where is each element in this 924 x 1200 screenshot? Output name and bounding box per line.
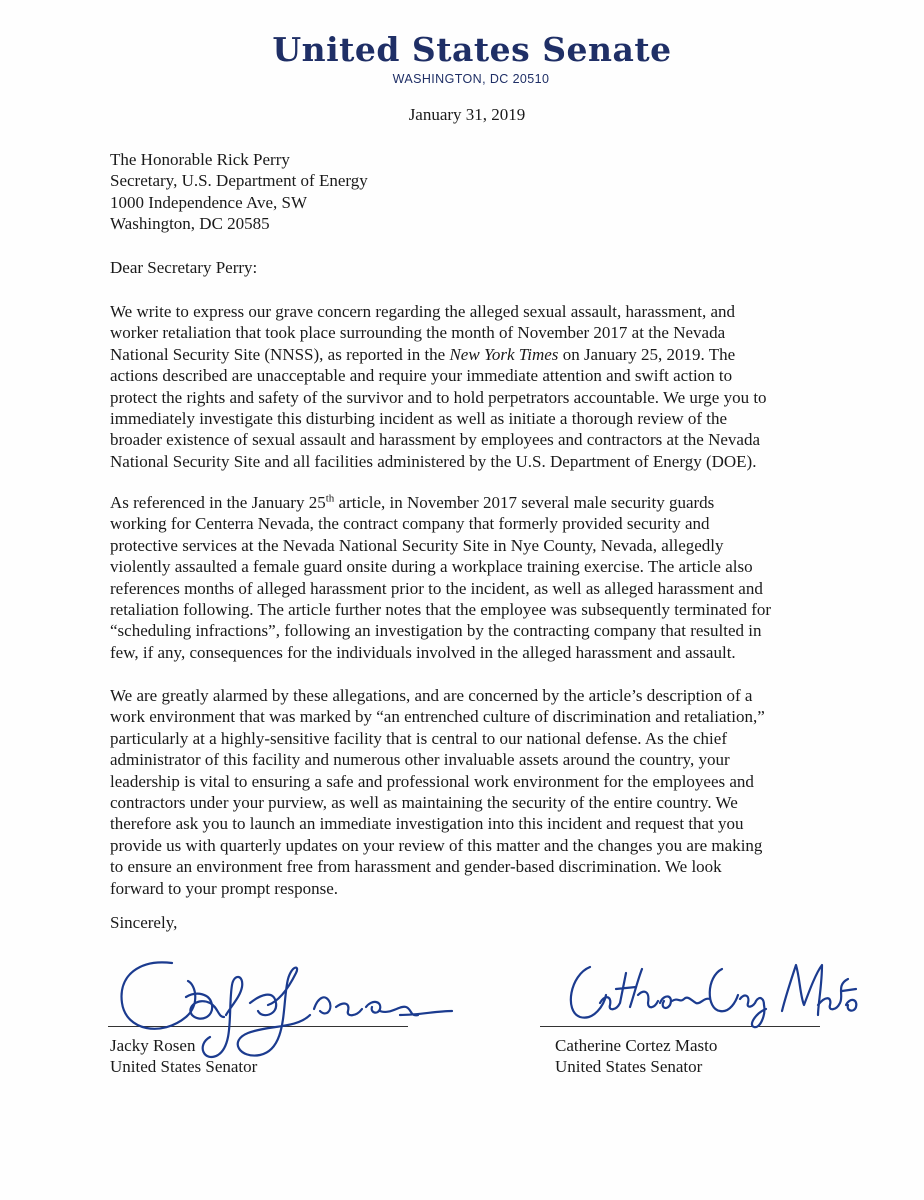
publication-name: New York Times — [449, 344, 559, 364]
paragraph-line: violently assaulted a female guard onsite during a workplace training exercise. The article also — [110, 557, 753, 577]
signatory-title: United States Senator — [110, 1057, 258, 1077]
text-run: As referenced in the January 25 — [110, 493, 326, 512]
signatory-name: Catherine Cortez Masto — [555, 1036, 718, 1055]
paragraph-line: broader existence of sexual assault and harassment by employees and contractors at the Nevada — [110, 430, 761, 450]
salutation: Dear Secretary Perry: — [110, 258, 258, 277]
paragraph-line: administrator of this facility and numerous other invaluable assets around the country, your — [110, 750, 730, 770]
signatory-1 — [110, 1035, 257, 1078]
text-run: article, in November 2017 several male security guards — [334, 493, 715, 512]
recipient-line: The Honorable Rick Perry — [110, 150, 290, 169]
paragraph-line: “scheduling infractions”, following an investigation by the contracting company that resulted in — [110, 621, 762, 641]
paragraph-line: contractors under your purview, as well as maintaining the security of the entire country. We — [110, 793, 738, 813]
paragraph-line: to ensure an environment free from harassment and gender-based discrimination. We look — [110, 857, 722, 877]
letter-date: January 31, 2019 — [408, 105, 526, 124]
paragraph-line: few, if any, consequences for the individuals involved in the alleged harassment and assault. — [110, 642, 736, 662]
paragraph-line: work environment that was marked by “an entrenched culture of discrimination and retaliation,” — [110, 707, 765, 727]
paragraph-2 — [110, 492, 830, 663]
paragraph-line: immediately investigate this disturbing incident as well as initiate a thorough review of the — [110, 409, 728, 429]
paragraph-line: provide us with quarterly updates on your review of this matter and the changes you are making — [110, 835, 763, 855]
paragraph-line: references months of alleged harassment prior to the incident, as well as alleged harassment and — [110, 578, 763, 598]
paragraph-line: actions described are unacceptable and require your immediate attention and swift action to — [110, 366, 733, 386]
closing: Sincerely, — [110, 913, 178, 932]
paragraph-line — [110, 492, 830, 513]
signature-cortez-masto — [560, 955, 860, 1035]
paragraph-3 — [110, 685, 830, 899]
paragraph-line: working for Centerra Nevada, the contract company that formerly provided security and — [110, 514, 710, 534]
text-run: National Security Site (NNSS), as reported in the — [110, 344, 450, 364]
paragraph-line: leadership is vital to ensuring a safe and professional work environment for the employees and — [110, 771, 754, 791]
recipient-address — [110, 149, 830, 235]
signatory-name: Jacky Rosen — [110, 1036, 196, 1055]
recipient-line: Washington, DC 20585 — [110, 214, 270, 234]
paragraph-line: therefore ask you to launch an immediate investigation into this incident and request that you — [110, 814, 744, 834]
paragraph-line: protective services at the Nevada National Security Site in Nye County, Nevada, allegedly — [110, 535, 724, 555]
paragraph-line: particularly at a highly-sensitive facility that is central to our national defense. As the chief — [110, 728, 727, 748]
paragraph-1 — [110, 301, 830, 472]
senate-title: United States Senate — [272, 30, 672, 69]
paragraph-line: National Security Site and all facilities administered by the U.S. Department of Energy (DOE). — [110, 451, 757, 471]
paragraph-line: retaliation following. The article further notes that the employee was subsequently terminated for — [110, 600, 772, 620]
paragraph-line: worker retaliation that took place surrounding the month of November 2017 at the Nevada — [110, 323, 726, 343]
recipient-line: Secretary, U.S. Department of Energy — [110, 171, 368, 191]
paragraph-line: We are greatly alarmed by these allegations, and are concerned by the article’s description of a — [110, 686, 753, 705]
paragraph-line: We write to express our grave concern regarding the alleged sexual assault, harassment, and — [110, 302, 736, 321]
letterhead — [0, 30, 924, 86]
text-run: on January 25, 2019. The — [558, 344, 736, 364]
senate-address: WASHINGTON, DC 20510 — [392, 72, 550, 86]
signatory-2 — [555, 1035, 717, 1078]
paragraph-line: forward to your prompt response. — [110, 878, 339, 898]
ordinal-suffix: th — [325, 492, 335, 505]
signatory-title: United States Senator — [555, 1057, 703, 1077]
recipient-line: 1000 Independence Ave, SW — [110, 192, 308, 212]
paragraph-line: protect the rights and safety of the survivor and to hold perpetrators accountable. We urge you to — [110, 387, 767, 407]
paragraph-line — [110, 344, 830, 365]
